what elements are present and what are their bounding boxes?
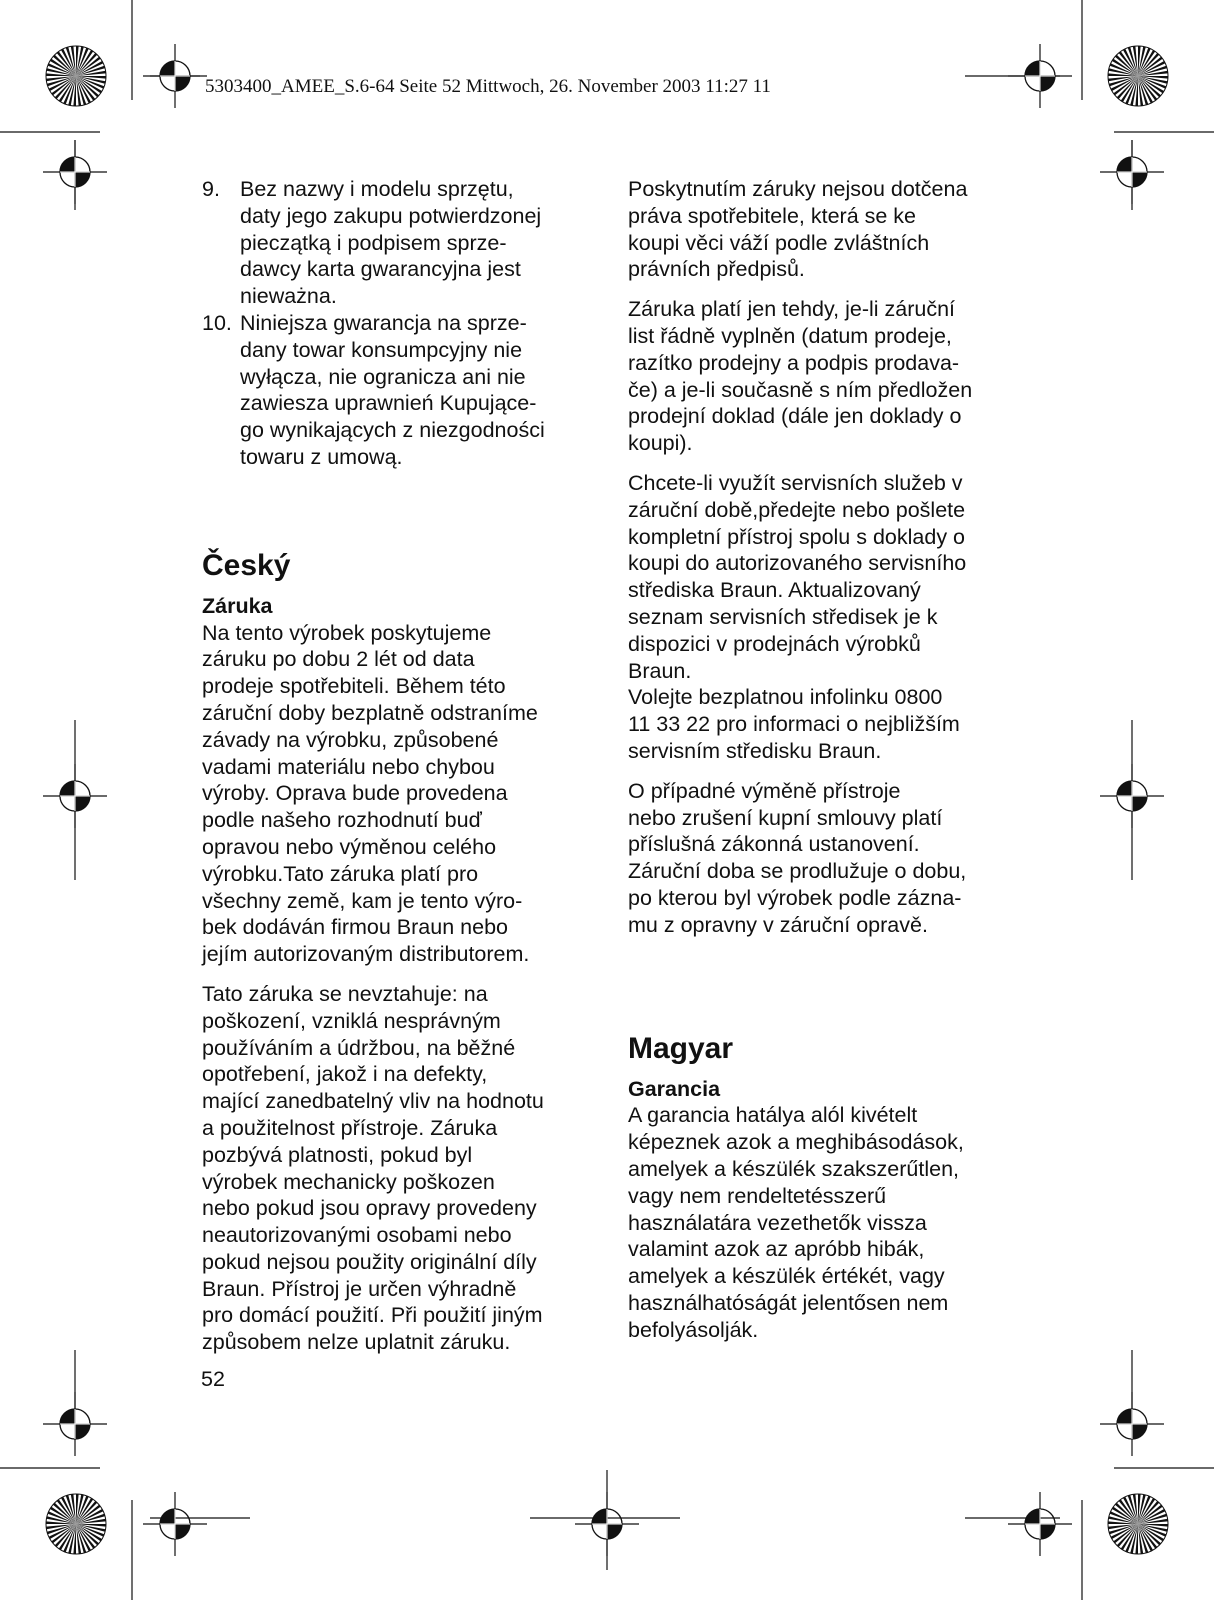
text-line: Záruka platí jen tehdy, je-li záruční bbox=[628, 297, 956, 322]
left-column bbox=[202, 176, 582, 1356]
text-line: právních předpisů. bbox=[628, 257, 805, 282]
text-line: list řádně vyplněn (datum prodeje, bbox=[628, 323, 952, 348]
text-line: koupi do autorizovaného servisního bbox=[628, 551, 967, 576]
text-line: záruční době,předejte nebo pošlete bbox=[628, 497, 966, 522]
page-number: 52 bbox=[201, 1367, 225, 1391]
text-line: go wynikających z niezgodności bbox=[240, 418, 545, 443]
text-line: Bez nazwy i modelu sprzętu, bbox=[240, 177, 514, 201]
registration-mark-icon bbox=[575, 1492, 639, 1556]
text-line: způsobem nelze uplatnit záruku. bbox=[202, 1330, 511, 1355]
paragraph bbox=[202, 981, 582, 1356]
text-line: Niniejsza gwarancja na sprze- bbox=[240, 310, 527, 335]
text-line: valamint azok az apróbb hibák, bbox=[628, 1237, 925, 1262]
list-item-text bbox=[240, 310, 582, 471]
text-line: amelyek a készülék értékét, vagy bbox=[628, 1264, 945, 1289]
text-line: podle našeho rozhodnutí buď bbox=[202, 808, 482, 833]
list-item-number: 9. bbox=[202, 177, 220, 201]
text-line: záruku po dobu 2 lét od data bbox=[202, 647, 475, 672]
section-title-magyar: Magyar bbox=[628, 1031, 734, 1065]
text-line: všechny země, kam je tento výro- bbox=[202, 888, 523, 913]
text-line: koupi věci váží podle zvláštních bbox=[628, 230, 930, 255]
text-line: használatára vezethetők vissza bbox=[628, 1210, 927, 1235]
registration-mark-icon bbox=[43, 764, 107, 828]
text-line: Poskytnutím záruky nejsou dotčena bbox=[628, 177, 968, 201]
text-line: seznam servisních středisek je k bbox=[628, 604, 938, 629]
text-line: dispozici v prodejnách výrobků bbox=[628, 631, 921, 656]
text-line: po kterou byl výrobek podle zázna- bbox=[628, 885, 962, 910]
registration-mark-icon bbox=[1100, 1392, 1164, 1456]
text-line: opravou nebo výměnou celého bbox=[202, 834, 497, 859]
text-line: zawiesza uprawnień Kupujące- bbox=[240, 391, 537, 416]
text-line: daty jego zakupu potwierdzonej bbox=[240, 203, 542, 228]
registration-mark-icon bbox=[1100, 764, 1164, 828]
text-line: Chcete-li využít servisních služeb v bbox=[628, 470, 963, 495]
starburst-mark-icon bbox=[1108, 1494, 1168, 1554]
text-line: pokud nejsou použity originální díly bbox=[202, 1249, 537, 1274]
registration-mark-icon bbox=[143, 44, 207, 108]
paragraph bbox=[628, 778, 1008, 939]
starburst-mark-icon bbox=[46, 1494, 106, 1554]
text-line: nebo zrušení kupní smlouvy platí bbox=[628, 805, 943, 830]
registration-mark-icon bbox=[143, 1492, 207, 1556]
sub-title-garancia: Garancia bbox=[628, 1076, 721, 1101]
text-line: O případné výměně přístroje bbox=[628, 778, 901, 803]
section-title-czech: Český bbox=[202, 548, 291, 582]
text-line: výrobek mechanicky poškozen bbox=[202, 1169, 495, 1194]
text-line: záruční doby bezplatně odstraníme bbox=[202, 700, 538, 725]
text-line: če) a je-li současně s ním předložen bbox=[628, 377, 973, 402]
registration-mark-icon bbox=[1100, 140, 1164, 204]
right-column bbox=[628, 176, 1008, 1343]
text-line: befolyásolják. bbox=[628, 1317, 759, 1342]
list-item bbox=[202, 310, 582, 471]
text-line: Tato záruka se nevztahuje: na bbox=[202, 981, 488, 1006]
text-line: neautorizovanými osobami nebo bbox=[202, 1223, 512, 1248]
registration-mark-icon bbox=[1008, 44, 1072, 108]
text-line: dawcy karta gwarancyjna jest bbox=[240, 257, 521, 282]
text-line: prodeje spotřebiteli. Během této bbox=[202, 674, 506, 699]
list-item-number: 10. bbox=[202, 310, 232, 335]
text-line: amelyek a készülék szakszerűtlen, bbox=[628, 1156, 960, 1181]
paragraph bbox=[628, 296, 1008, 457]
text-line: pozbývá platnosti, pokud byl bbox=[202, 1142, 473, 1167]
text-line: a použitelnost přístroje. Záruka bbox=[202, 1115, 498, 1140]
text-line: Braun. Přístroj je určen výhradně bbox=[202, 1276, 517, 1301]
text-line: používáním a údržbou, na běžné bbox=[202, 1035, 516, 1060]
text-line: koupi). bbox=[628, 431, 693, 456]
text-line: dany towar konsumpcyjny nie bbox=[240, 337, 523, 362]
text-line: závady na výrobku, způsobené bbox=[202, 727, 499, 752]
paragraph bbox=[628, 470, 1008, 765]
text-line: jejím autorizovaným distributorem. bbox=[202, 942, 530, 967]
text-line: vagy nem rendeltetésszerű bbox=[628, 1183, 887, 1208]
registration-mark-icon bbox=[1008, 1492, 1072, 1556]
text-line: nieważna. bbox=[240, 284, 337, 309]
text-line: kompletní přístroj spolu s doklady o bbox=[628, 524, 965, 549]
text-line: mu z opravny v záruční opravě. bbox=[628, 912, 928, 937]
text-line: střediska Braun. Aktualizovaný bbox=[628, 578, 921, 603]
text-line: prodejní doklad (dále jen doklady o bbox=[628, 404, 962, 429]
text-line: képeznek azok a meghibásodások, bbox=[628, 1130, 964, 1155]
text-line: használhatóságát jelentősen nem bbox=[628, 1290, 949, 1315]
text-line: výrobku.Tato záruka platí pro bbox=[202, 861, 479, 886]
text-line: Braun. bbox=[628, 658, 692, 683]
text-line: wyłącza, nie ogranicza ani nie bbox=[240, 364, 526, 389]
list-item bbox=[202, 176, 582, 310]
text-line: Záruční doba se prodlužuje o dobu, bbox=[628, 859, 967, 884]
starburst-mark-icon bbox=[46, 46, 106, 106]
registration-mark-icon bbox=[43, 1392, 107, 1456]
text-line: výroby. Oprava bude provedena bbox=[202, 781, 508, 806]
starburst-mark-icon bbox=[1108, 46, 1168, 106]
text-line: příslušná zákonná ustanovení. bbox=[628, 832, 920, 857]
text-line: towaru z umową. bbox=[240, 444, 403, 469]
sub-title-zaruka: Záruka bbox=[202, 593, 273, 618]
text-line: razítko prodejny a podpis prodava- bbox=[628, 350, 960, 375]
text-line: 11 33 22 pro informaci o nejbližším bbox=[628, 712, 960, 737]
paragraph bbox=[628, 1102, 1008, 1343]
text-line: mající zanedbatelný vliv na hodnotu bbox=[202, 1089, 544, 1114]
text-line: práva spotřebitele, která se ke bbox=[628, 203, 917, 228]
text-line: Na tento výrobek poskytujeme bbox=[202, 620, 492, 645]
list-item-text bbox=[240, 176, 582, 310]
text-line: bek dodáván firmou Braun nebo bbox=[202, 915, 508, 940]
text-line: vadami materiálu nebo chybou bbox=[202, 754, 495, 779]
paragraph bbox=[628, 176, 1008, 283]
paragraph bbox=[202, 620, 582, 968]
text-line: poškození, vzniklá nesprávným bbox=[202, 1008, 501, 1033]
text-line: opotřebení, jakož i na defekty, bbox=[202, 1062, 488, 1087]
text-line: pieczątką i podpisem sprze- bbox=[240, 230, 507, 255]
print-slug-line: 5303400_AMEE_S.6-64 Seite 52 Mittwoch, 26. November 2003 11:27 11 bbox=[205, 76, 771, 97]
text-line: pro domácí použití. Při použití jiným bbox=[202, 1303, 543, 1328]
text-line: nebo pokud jsou opravy provedeny bbox=[202, 1196, 537, 1221]
registration-mark-icon bbox=[43, 140, 107, 204]
text-line: Volejte bezplatnou infolinku 0800 bbox=[628, 685, 943, 710]
text-line: A garancia hatálya alól kivételt bbox=[628, 1103, 918, 1128]
text-line: servisním středisku Braun. bbox=[628, 738, 882, 763]
